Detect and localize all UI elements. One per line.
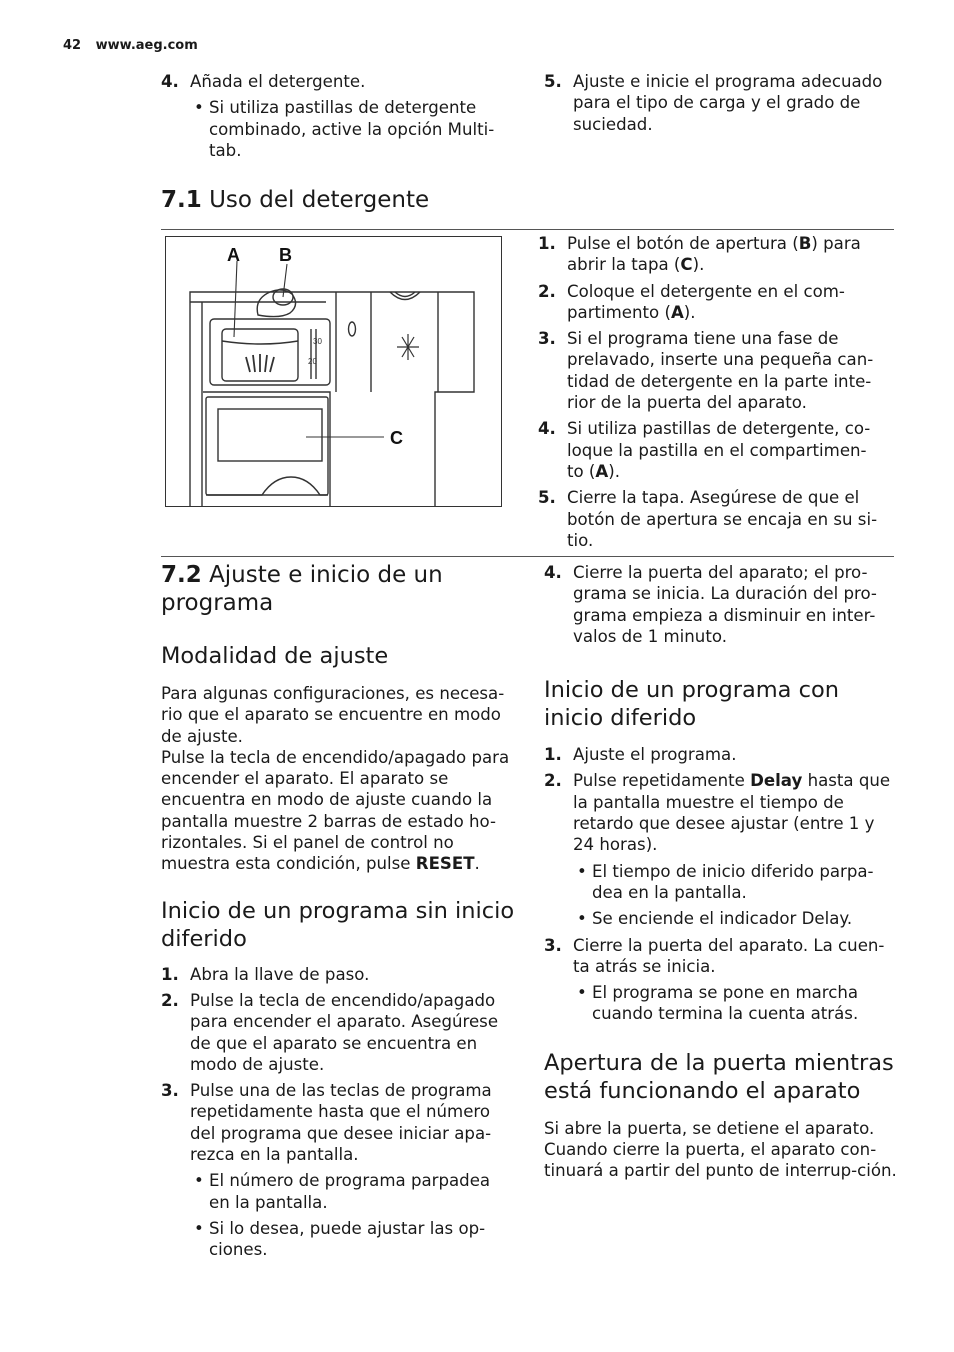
page-header [63,38,198,53]
list-item: 4. Si utiliza pastillas de detergente, co-loque la pastilla en el compartimen-to (A). [538,419,871,481]
site-url: www.aeg.com [95,38,198,53]
bullet-item: • Si utiliza pastillas de detergente combinado, active la opción Multi-tab. [194,98,495,160]
sin-diferido-step-4 [544,562,899,647]
divider [161,556,894,557]
detergent-dispenser-figure [165,236,502,507]
list-item: 2. Coloque el detergente en el com-partimento (A). [538,281,845,322]
sin-diferido-steps [161,964,516,1261]
list-item: 5. Ajuste e inicie el programa adecuado para el tipo de carga y el grado de suciedad. [544,72,883,134]
list-item: 3. Si el programa tiene una fase de prelavado, inserte una pequeña can-tidad de detergente en la parte inte-rior de la puerta del aparato. [538,329,874,413]
page-number: 42 [63,38,82,53]
modalidad-body: Para algunas configuraciones, es necesa-rio que el aparato se encuentre en modo de ajuste. Pulse la tecla de encendido/apagado para encender el aparato. El aparato se encuentra en modo de ajuste cuando la pantalla muestre 2 barras de estado ho-rizontales. Si el panel de control no muestra esta condición, pulse RESET. [161,684,510,874]
section-7-1-title: 7.1 Uso del detergente [161,187,430,213]
label-a: A [227,245,240,265]
list-item: 1. Ajuste el programa. [544,745,737,765]
list-item: 1. Pulse el botón de apertura (B) para abrir la tapa (C). [538,234,861,275]
bullet-item: • Se enciende el indicador Delay. [577,909,853,929]
list-item: 4. Añada el detergente. [161,72,366,91]
bullet-item: • El número de programa parpadea en la pantalla. [194,1171,491,1212]
section-7-1-steps [538,233,883,556]
con-diferido-steps [544,744,899,1025]
label-c: C [390,428,403,448]
dispenser-illustration [166,237,501,506]
apertura-title: Apertura de la puerta mientras está funcionando el aparato [544,1049,894,1104]
top-right-list [544,71,899,140]
list-item: 4. Cierre la puerta del aparato; el pro-grama se inicia. La duración del pro-grama empieza a disminuir en inter-valos de 1 minuto. [544,563,877,646]
sin-diferido-title: Inicio de un programa sin inicio diferido [161,897,515,952]
list-item: 2. Pulse la tecla de encendido/apagado para encender el aparato. Asegúrese de que el aparato se encuentra en modo de ajuste. [161,990,499,1074]
list-item: 1. Abra la llave de paso. [161,964,370,984]
bullet-item: • El programa se pone en marcha cuando termina la cuenta atrás. [577,983,859,1024]
list-item: 3. Pulse una de las teclas de programa repetidamente hasta que el número del programa que desee iniciar apa-rezca en la pantalla. [161,1081,492,1165]
bullet-item: • Si lo desea, puede ajustar las op-ciones. [194,1218,486,1260]
label-b: B [279,245,292,265]
section-7-2-title: 7.2 Ajuste e inicio de un programa [161,562,443,616]
top-left-list [161,71,516,166]
scale-20: 20 [308,357,317,366]
apertura-body: Si abre la puerta, se detiene el aparato. Cuando cierre la puerta, el aparato con-tinuará a partir del punto de interrup-ción. [544,1118,897,1181]
modalidad-title: Modalidad de ajuste [161,643,389,669]
list-item: 5. Cierre la tapa. Asegúrese de que el botón de apertura se encaja en su si-tio. [538,488,878,550]
list-item: 2. Pulse repetidamente Delay hasta que la pantalla muestre el tiempo de retardo que desee ajustar (entre 1 y 24 horas). [544,771,891,855]
section-7-2-right [544,562,899,1182]
divider [161,229,894,230]
section-7-2-left [161,561,516,1266]
con-diferido-title: Inicio de un programa con inicio diferido [544,677,840,732]
bullet-item: • El tiempo de inicio diferido parpa-dea en la pantalla. [577,861,874,902]
scale-30: 30 [313,337,322,346]
list-item: 3. Cierre la puerta del aparato. La cuen-ta atrás se inicia. [544,935,885,976]
